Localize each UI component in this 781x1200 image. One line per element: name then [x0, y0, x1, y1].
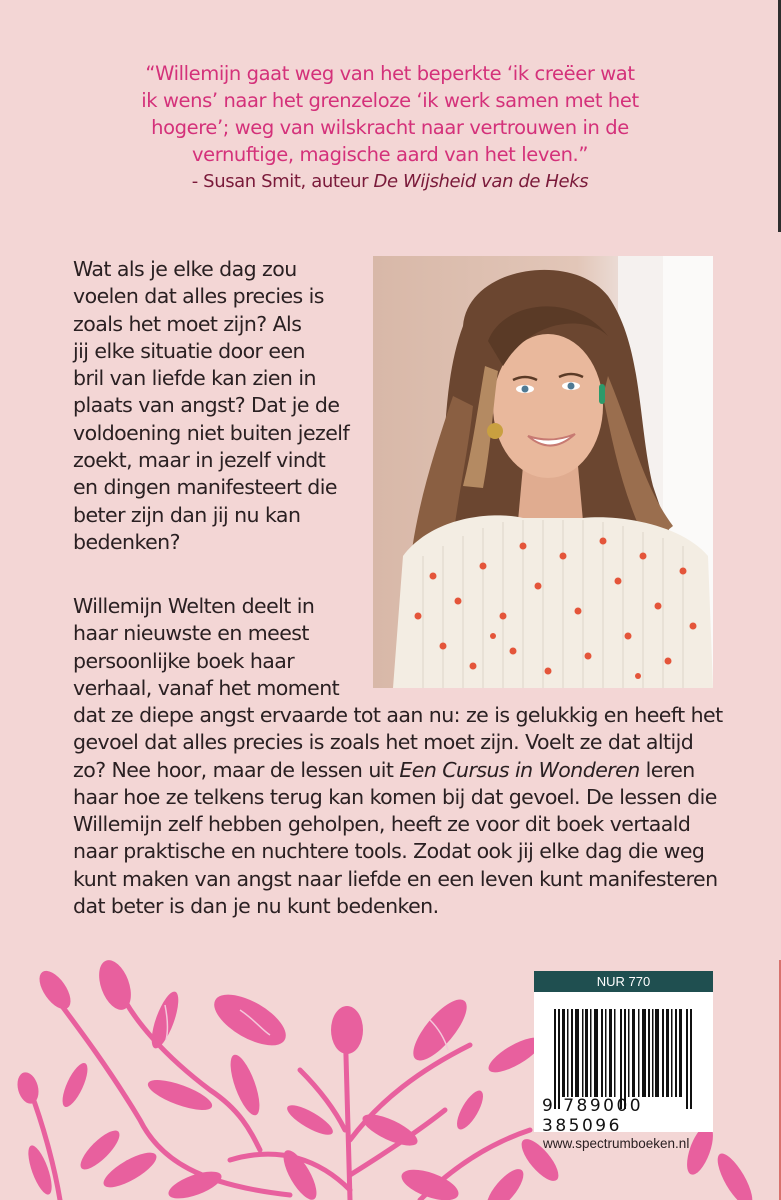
blurb-line: plaats van angst? Dat je de — [73, 393, 340, 418]
attribution-author: - Susan Smit, auteur — [191, 171, 374, 192]
barcode-panel — [534, 971, 713, 1136]
blurb-line: Willemijn Welten deelt in — [73, 594, 315, 618]
barcode-icon — [554, 1009, 694, 1109]
blurb-line: gevoel dat alles precies is zoals het moet zijn. Voelt ze dat altijd — [73, 730, 694, 755]
author-photo — [373, 256, 713, 688]
blurb-line: haar hoe ze telkens terug kan komen bij dat gevoel. De lessen die — [73, 784, 717, 809]
blurb-line: Willemijn zelf hebben geholpen, heeft ze voor dit boek vertaald — [73, 812, 691, 837]
blurb-line: kunt maken van angst naar liefde en een leven kunt manifesteren — [73, 866, 718, 891]
referenced-book-title: Een Cursus in Wonderen — [399, 757, 640, 782]
blurb-line: zoals het moet zijn? Als — [73, 311, 302, 336]
attribution-book-title: De Wijsheid van de Heks — [373, 171, 589, 192]
blurb-line: dat ze diepe angst ervaarde tot aan nu: ze is gelukkig en heeft het — [73, 703, 723, 727]
blurb-text: zo? Nee hoor, maar de lessen uit — [73, 757, 400, 782]
blurb-line: persoonlijke boek haar — [73, 648, 295, 673]
blurb-line: beter zijn dan jij nu kan — [73, 502, 301, 527]
blurb-line: en dingen manifesteert die — [73, 475, 337, 500]
blurb-line: Wat als je elke dag zou — [73, 257, 297, 281]
blurb-line: bedenken? — [73, 529, 180, 554]
blurb-line: voelen dat alles precies is — [73, 284, 324, 309]
quote-line: “Willemijn gaat weg van het beperkte ‘ik creëer wat — [145, 62, 635, 85]
blurb-line: voldoening niet buiten jezelf — [73, 420, 350, 445]
blurb-line: dat beter is dan je nu kunt bedenken. — [73, 894, 439, 919]
blurb-paragraph-1 — [73, 256, 368, 556]
quote-line: ik wens’ naar het grenzeloze ‘ik werk samen met het — [141, 89, 639, 112]
blurb-line: zoekt, maar in jezelf vindt — [73, 448, 326, 473]
portrait-illustration — [373, 256, 713, 688]
blurb-line-with-title — [73, 757, 723, 784]
blurb-line: verhaal, vanaf het moment — [73, 675, 340, 700]
publisher-url[interactable]: www.spectrumboeken.nl — [543, 1136, 690, 1151]
quote-attribution — [110, 168, 670, 195]
quote-line: vernuftige, magische aard van het leven.” — [191, 143, 589, 166]
isbn-number: 9 789000 385096 — [542, 1096, 644, 1136]
endorsement-quote — [110, 60, 670, 195]
blurb-paragraph-2-bottom — [73, 702, 723, 920]
blurb-text: leren — [639, 757, 695, 782]
blurb-line: haar nieuwste en meest — [73, 621, 309, 646]
blurb-line: bril van liefde kan zien in — [73, 366, 316, 391]
blurb-paragraph-2-top — [73, 593, 368, 702]
blurb-line: naar praktische en nuchtere tools. Zodat ook jij elke dag die weg — [73, 839, 705, 864]
nur-label: NUR 770 — [534, 971, 713, 992]
blurb-line: jij elke situatie door een — [73, 338, 305, 363]
quote-line: hogere’; weg van wilskracht naar vertrouwen in de — [151, 116, 629, 139]
